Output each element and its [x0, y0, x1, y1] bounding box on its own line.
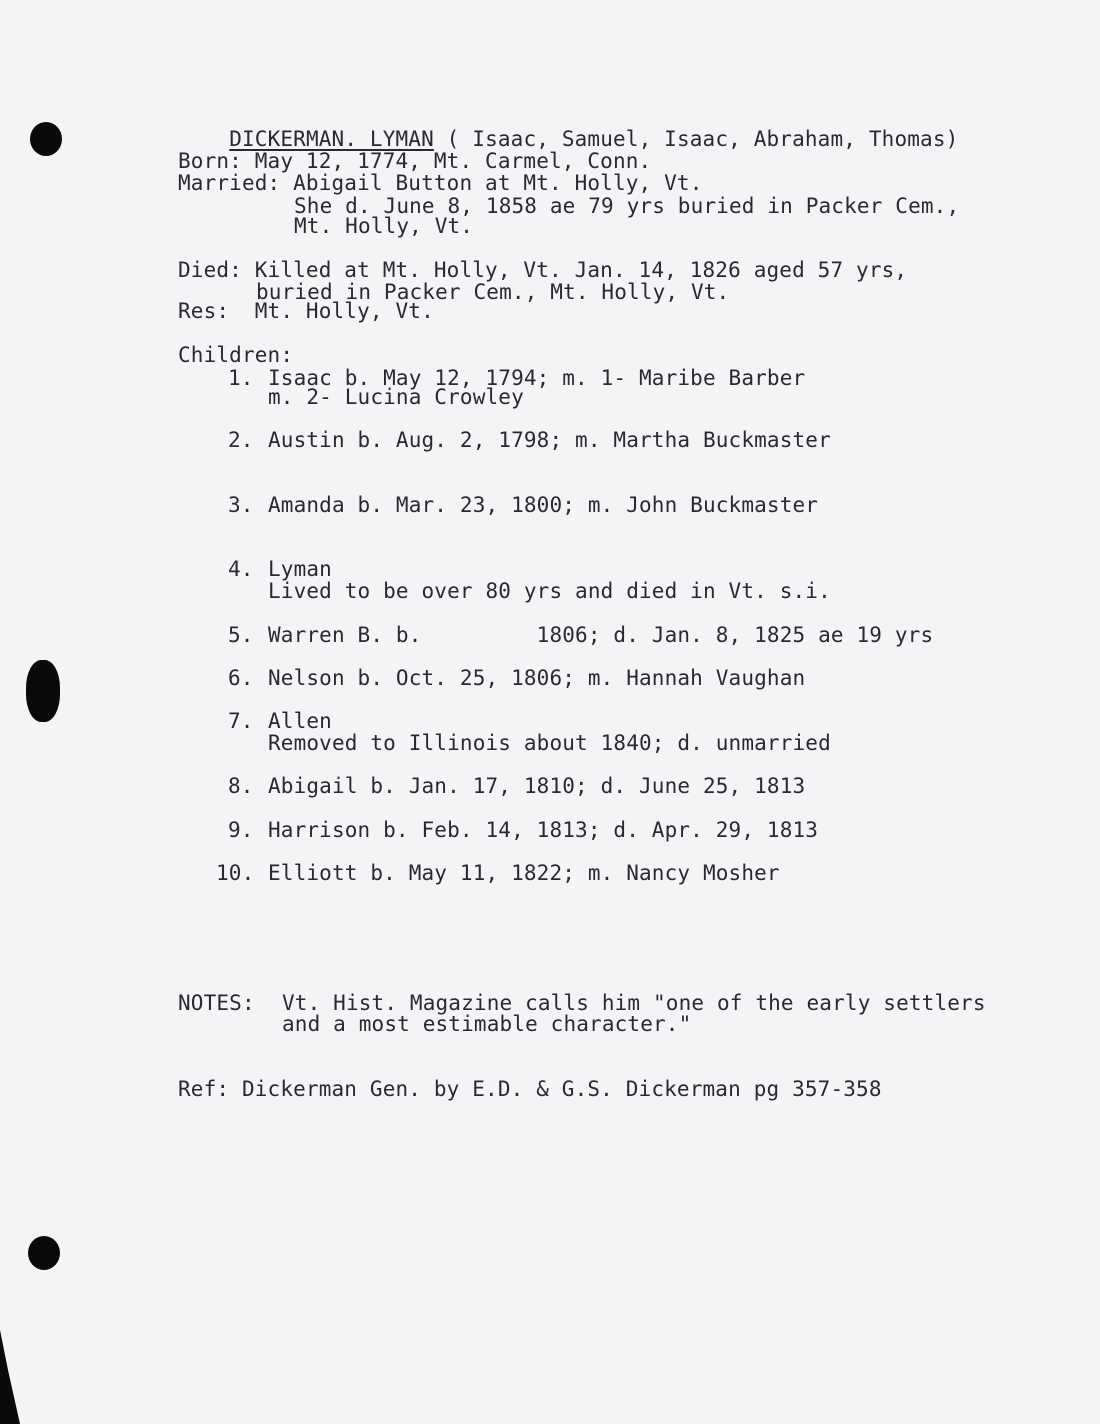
child-2-line1: Austin b. Aug. 2, 1798; m. Martha Buckmaster	[268, 428, 831, 452]
faint-stamp-bleed	[420, 1120, 441, 1171]
child-1-line1: Isaac b. May 12, 1794; m. 1- Maribe Barber	[268, 366, 806, 390]
child-4-line1: Lyman	[268, 557, 332, 581]
died-line-2: buried in Packer Cem., Mt. Holly, Vt.	[256, 280, 730, 304]
residence-line: Res: Mt. Holly, Vt.	[178, 299, 434, 323]
child-1-number: 1.	[228, 366, 254, 390]
child-7-line2: Removed to Illinois about 1840; d. unmarried	[268, 731, 831, 755]
child-5-line1: Warren B. b. 1806; d. Jan. 8, 1825 ae 19 yrs	[268, 623, 934, 647]
child-10-number: 10.	[216, 861, 255, 885]
born-line: Born: May 12, 1774, Mt. Carmel, Conn.	[178, 149, 652, 173]
child-4-number: 4.	[228, 557, 254, 581]
lineage: ( Isaac, Samuel, Isaac, Abraham, Thomas)	[433, 127, 959, 151]
child-6-line1: Nelson b. Oct. 25, 1806; m. Hannah Vaughan	[268, 666, 806, 690]
married-line: Married: Abigail Button at Mt. Holly, Vt.	[178, 171, 703, 195]
punch-hole-bottom	[28, 1236, 60, 1270]
child-3-number: 3.	[228, 493, 254, 517]
notes-label: NOTES:	[178, 991, 255, 1015]
child-5-number: 5.	[228, 623, 254, 647]
notes-line1: Vt. Hist. Magazine calls him "one of the early settlers	[282, 991, 986, 1015]
reference-line: Ref: Dickerman Gen. by E.D. & G.S. Dickerman pg 357-358	[178, 1077, 882, 1101]
child-8-line1: Abigail b. Jan. 17, 1810; d. June 25, 1813	[268, 774, 806, 798]
notes-line2: and a most estimable character."	[282, 1012, 692, 1036]
children-heading: Children:	[178, 343, 294, 367]
child-9-number: 9.	[228, 818, 254, 842]
married-line-3: Mt. Holly, Vt.	[294, 214, 474, 238]
child-7-number: 7.	[228, 709, 254, 733]
child-7-line1: Allen	[268, 709, 332, 733]
child-8-number: 8.	[228, 774, 254, 798]
child-9-line1: Harrison b. Feb. 14, 1813; d. Apr. 29, 1813	[268, 818, 819, 842]
child-3-line1: Amanda b. Mar. 23, 1800; m. John Buckmaster	[268, 493, 819, 517]
punch-hole-middle	[26, 660, 60, 722]
child-1-line2: m. 2- Lucina Crowley	[268, 385, 524, 409]
died-line: Died: Killed at Mt. Holly, Vt. Jan. 14, 1826 aged 57 yrs,	[178, 258, 908, 282]
child-10-line1: Elliott b. May 11, 1822; m. Nancy Mosher	[268, 861, 780, 885]
child-4-line2: Lived to be over 80 yrs and died in Vt. s.i.	[268, 579, 831, 603]
edge-shadow	[0, 1330, 20, 1424]
child-6-number: 6.	[228, 666, 254, 690]
child-2-number: 2.	[228, 428, 254, 452]
subject-name: DICKERMAN. LYMAN	[229, 127, 434, 151]
married-line-2: She d. June 8, 1858 ae 79 yrs buried in Packer Cem.,	[294, 194, 960, 218]
punch-hole-top	[30, 122, 62, 156]
